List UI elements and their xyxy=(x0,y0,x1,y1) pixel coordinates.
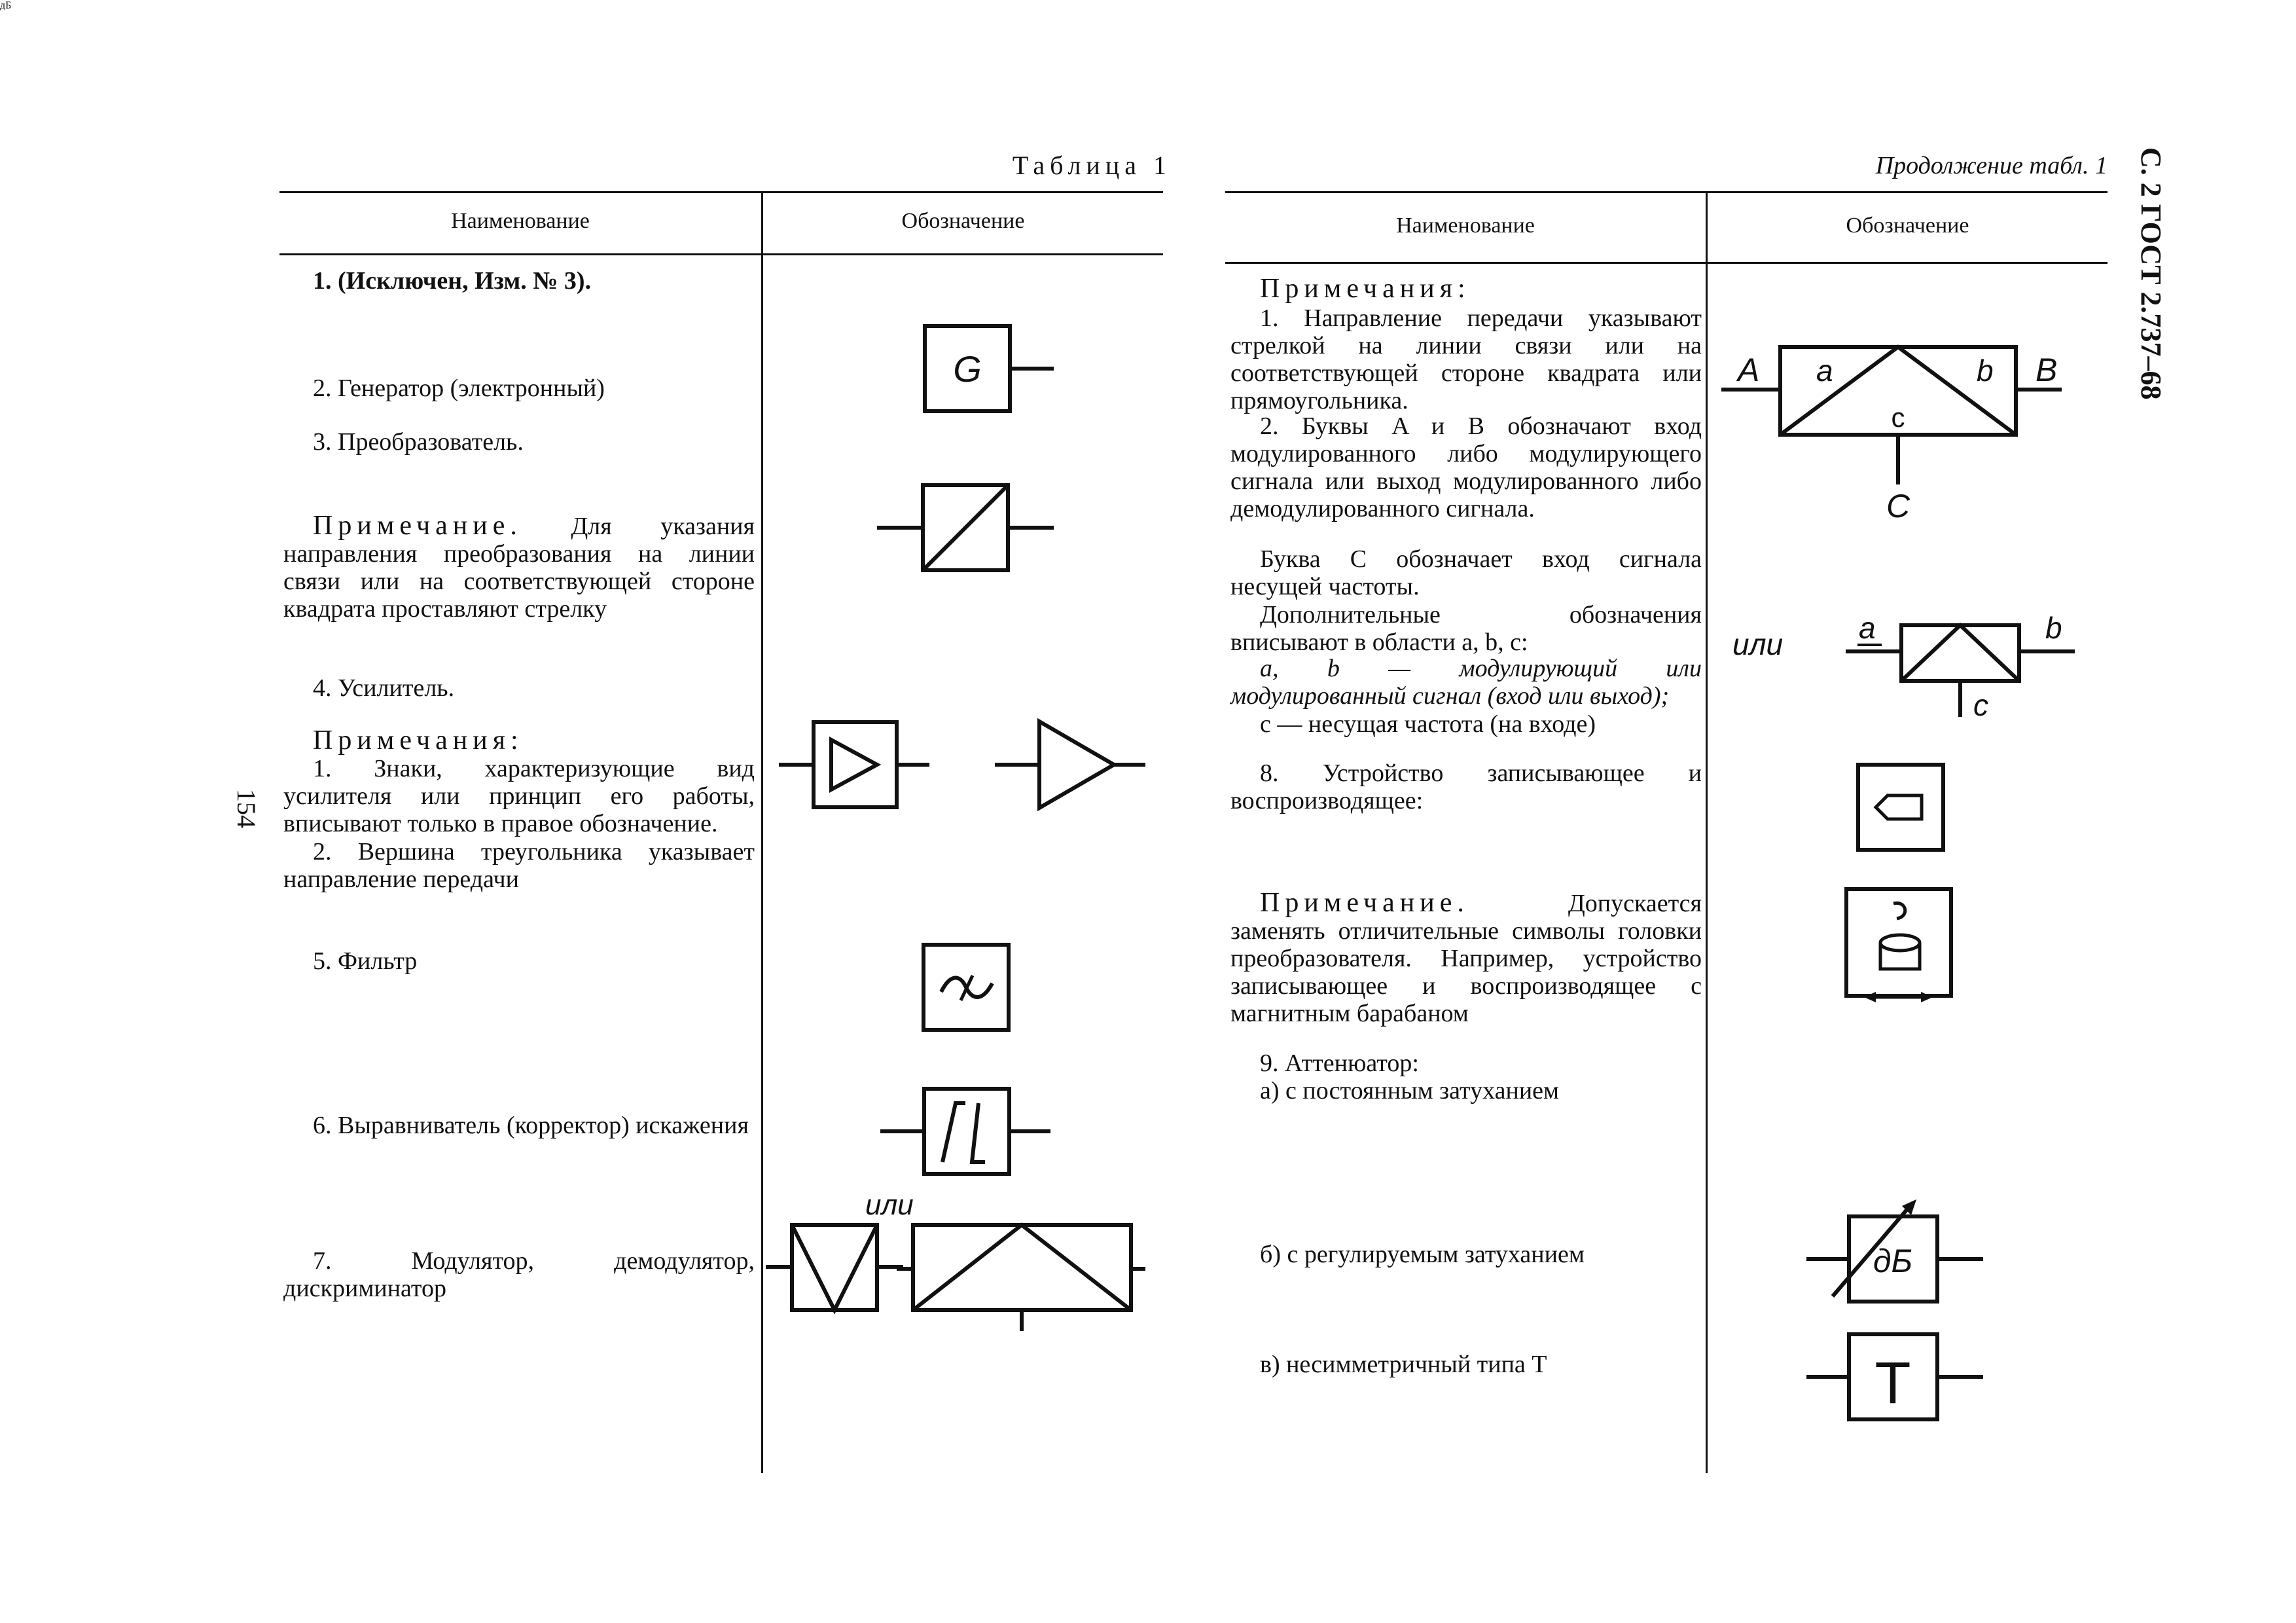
modulator-rectangle-symbol xyxy=(897,1223,1145,1331)
left-table-top-rule xyxy=(279,191,1163,193)
db-label-a: дБ xyxy=(0,0,12,11)
label-c-small: c xyxy=(1973,688,1988,722)
label-C: C xyxy=(1886,488,1910,524)
document-code: С. 2 ГОСТ 2.737–68 xyxy=(2135,147,2167,400)
label-c: c xyxy=(1891,402,1905,433)
right-table-divider xyxy=(1706,191,1708,1473)
recorder-symbol xyxy=(1856,763,1948,854)
attenuator-variable-symbol xyxy=(1806,1198,1983,1303)
note-3 xyxy=(283,512,755,623)
label-b-small: b xyxy=(2045,611,2062,645)
note-7-caption: Примечания: xyxy=(1260,274,1471,304)
continuation-label: Продолжение табл. 1 xyxy=(1875,152,2108,179)
label-a: a xyxy=(1816,354,1833,388)
amplifier-box-symbol xyxy=(779,720,936,812)
generator-letter: G xyxy=(953,348,982,390)
note-7-1: 1. Направление передачи указывают стрелкой на линии связи или на соответствующей стороне квадрата или прямоугольника. xyxy=(1230,304,1702,414)
note-4-2: 2. Вершина треугольника указывает направление передачи xyxy=(283,838,755,893)
filter-symbol xyxy=(922,943,1013,1034)
item-9a: а) с постоянным затуханием xyxy=(1260,1077,1560,1104)
converter-symbol xyxy=(877,483,1060,575)
right-col-name-header: Наименование xyxy=(1396,213,1535,238)
modulator-small-labeled-symbol xyxy=(1846,609,2075,720)
modulator-square-symbol xyxy=(766,1223,910,1315)
item-9c: в) несимметричный типа Т xyxy=(1260,1351,1547,1378)
note-4-caption: Примечания: xyxy=(313,725,524,756)
attenuator-fixed-symbol xyxy=(1806,1057,1983,1149)
item-2-generator: 2. Генератор (электронный) xyxy=(313,374,605,402)
equalizer-symbol xyxy=(880,1087,1057,1178)
item-9b: б) с регулируемым затуханием xyxy=(1260,1241,1585,1268)
note-7-4: Дополнительные обозначения вписывают в области a, b, c: xyxy=(1230,601,1702,656)
note-7-6: c — несущая частота (на входе) xyxy=(1260,710,1596,738)
item-5-filter: 5. Фильтр xyxy=(313,947,418,975)
note-8 xyxy=(1230,889,1702,1027)
left-table-divider xyxy=(761,191,763,1473)
item-4-amplifier: 4. Усилитель. xyxy=(313,674,455,702)
note-7-2: 2. Буквы A и B обозначают вход модулированного либо модулирующего сигнала или выход модулированного либо демодулированного сигнала. xyxy=(1230,412,1702,522)
right-table-header-rule xyxy=(1225,262,2108,264)
right-col-symbol-header: Обозначение xyxy=(1846,213,1969,238)
right-table-top-rule xyxy=(1225,191,2108,193)
label-A: A xyxy=(1738,352,1760,388)
or-label-item7 xyxy=(864,1188,929,1221)
label-B: B xyxy=(2036,352,2058,388)
t-label: Т xyxy=(1874,1351,1911,1416)
note-3-caption: Примечание. xyxy=(313,511,522,541)
note-4-1: 1. Знаки, характеризующие вид усилителя или принцип его работы, вписывают только в правое обозначение. xyxy=(283,755,755,837)
item-3-converter: 3. Преобразователь. xyxy=(313,428,524,456)
note-8-caption: Примечание. xyxy=(1260,888,1469,918)
head-icon xyxy=(1893,903,1905,919)
page-number: 154 xyxy=(232,789,261,828)
note-8-text: Допускается заменять отличительные символы головки преобразователя. Например, устройство записывающее и воспроизводящее с магнитным барабаном xyxy=(1230,890,1702,1027)
label-b: b xyxy=(1977,354,1994,388)
item-9-attenuator: 9. Аттенюатор: xyxy=(1260,1049,1419,1077)
left-col-symbol-header: Обозначение xyxy=(901,209,1025,233)
item-8-recorder: 8. Устройство записывающее и воспроизводящее: xyxy=(1230,759,1702,814)
label-a-small: a xyxy=(1859,611,1876,645)
note-3-text: Для указания направления преобразования на линии связи или на соответствующей стороне квадрата проставляют стрелку xyxy=(283,513,755,623)
svg-text:или: или xyxy=(1732,627,1784,661)
db-label-b: дБ xyxy=(1873,1243,1913,1279)
or-label-item7-alt xyxy=(1731,625,1810,665)
item-1: 1. (Исключен, Изм. № 3). xyxy=(313,267,592,295)
amplifier-triangle-symbol xyxy=(995,719,1145,811)
svg-text:или: или xyxy=(865,1189,914,1221)
left-col-name-header: Наименование xyxy=(451,209,590,233)
table-label: Таблица 1 xyxy=(1012,151,1172,180)
left-table-header-rule xyxy=(279,253,1163,255)
note-7-3: Буква C обозначает вход сигнала несущей частоты. xyxy=(1230,545,1702,600)
item-7-modulator: 7. Модулятор, демодулятор, дискриминатор xyxy=(283,1247,755,1302)
item-6-equalizer: 6. Выравниватель (корректор) искажения xyxy=(313,1112,749,1139)
generator-symbol xyxy=(923,324,1054,416)
modulator-labeled-symbol xyxy=(1721,340,2062,524)
recorder-drum-symbol xyxy=(1844,887,1956,1008)
note-7-5: a, b — модулирующий или модулированный сигнал (вход или выход); xyxy=(1230,655,1702,710)
attenuator-t-symbol xyxy=(1806,1332,1983,1424)
